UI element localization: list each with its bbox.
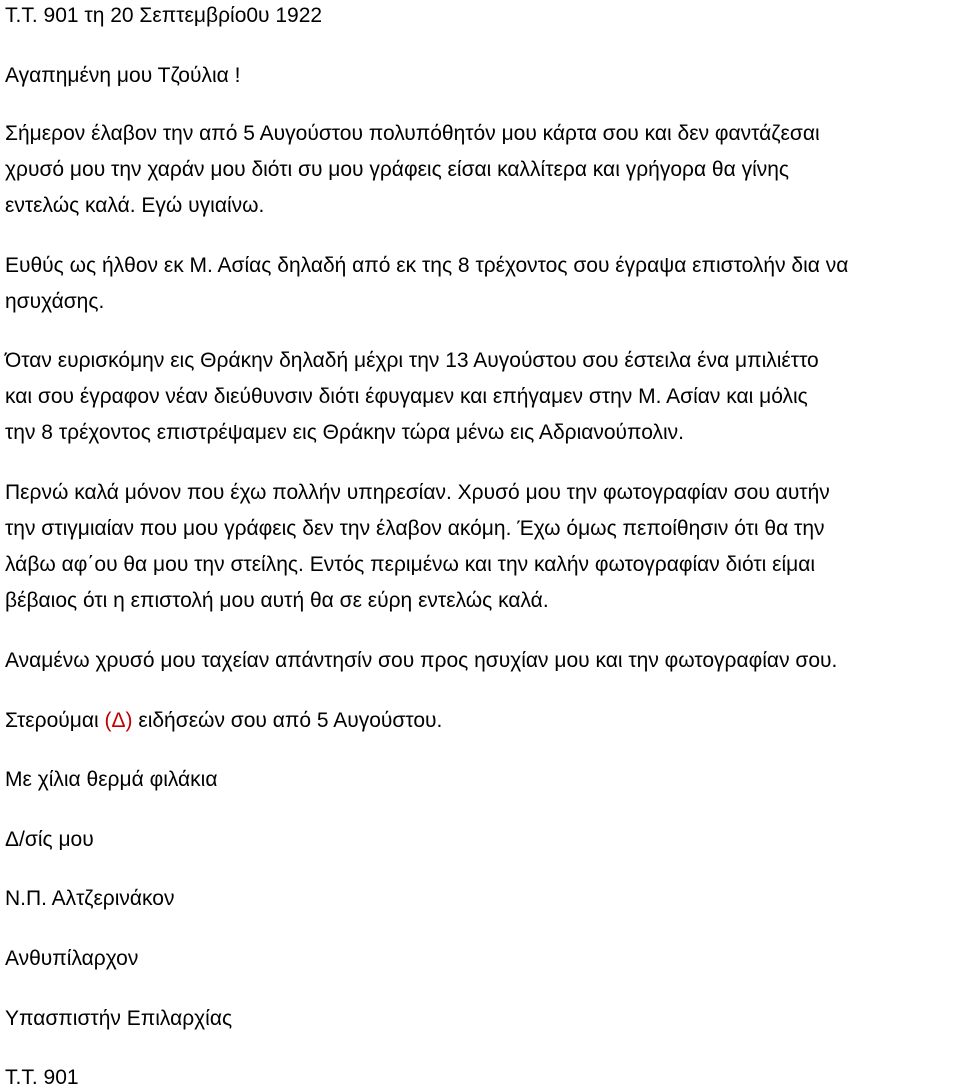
paragraph-3-line-3: την 8 τρέχοντος επιστρέψαμεν εις Θράκην τώρα μένω εις Αδριανούπολιν. — [5, 421, 685, 444]
signature-rank: Ανθυπίλαρχον — [5, 947, 139, 970]
paragraph-2-line-2: ησυχάσης. — [5, 290, 105, 313]
paragraph-4-line-1: Περνώ καλά μόνον που έχω πολλήν υπηρεσίαν. Χρυσό μου την φωτογραφίαν σου αυτήν — [5, 481, 830, 504]
signature-unit: Τ.Τ. 901 — [5, 1066, 79, 1089]
paragraph-6 — [5, 708, 442, 734]
letter-heading: Τ.Τ. 901 τη 20 Σεπτεμβρίο0υ 1922 — [5, 4, 323, 27]
signature-role: Υπασπιστήν Επιλαρχίας — [5, 1007, 233, 1030]
paragraph-1-line-1: Σήμερον έλαβον την από 5 Αυγούστου πολυπόθητόν μου κάρτα σου και δεν φαντάζεσαι — [5, 122, 820, 145]
paragraph-4-line-3: λάβω αφ΄ου θα μου την στείλης. Εντός περιμένω και την καλήν φωτογραφίαν διότι είμαι — [5, 553, 816, 576]
closing: Με χίλια θερμά φιλάκια — [5, 768, 218, 791]
paragraph-6-after: ειδήσεών σου από 5 Αυγούστου. — [132, 709, 443, 732]
paragraph-5: Αναμένω χρυσό μου ταχείαν απάντησίν σου προς ησυχίαν μου και την φωτογραφίαν σου. — [5, 649, 838, 672]
paragraph-2-line-1: Ευθύς ως ήλθον εκ Μ. Ασίας δηλαδή από εκ της 8 τρέχοντος σου έγραψα επιστολήν δια να — [5, 254, 849, 277]
paragraph-3-line-2: και σου έγραφον νέαν διεύθυνσιν διότι έφυγαμεν και επήγαμεν στην Μ. Ασίαν και μόλις — [5, 385, 808, 408]
paragraph-6-before: Στερούμαι — [5, 709, 105, 732]
red-delta-mark: (Δ) — [104, 709, 133, 732]
paragraph-1-line-2: χρυσό μου την χαράν μου διότι συ μου γράφεις είσαι καλλίτερα και γρήγορα θα γίνης — [5, 158, 790, 181]
letter-salutation: Αγαπημένη μου Τζούλια ! — [5, 64, 241, 87]
paragraph-3-line-1: Όταν ευρισκόμην εις Θράκην δηλαδή μέχρι την 13 Αυγούστου σου έστειλα ένα μπιλιέττο — [5, 349, 819, 372]
paragraph-4-line-2: την στιγμιαίαν που μου γράφεις δεν την έλαβον ακόμη. Έχω όμως πεποίθησιν ότι θα την — [5, 517, 825, 540]
signature-name: Ν.Π. Αλτζερινάκον — [5, 887, 175, 910]
paragraph-4-line-4: βέβαιος ότι η επιστολή μου αυτή θα σε εύρη εντελώς καλά. — [5, 589, 549, 612]
closing-2: Δ/σίς μου — [5, 828, 94, 851]
paragraph-1-line-3: εντελώς καλά. Εγώ υγιαίνω. — [5, 194, 265, 217]
